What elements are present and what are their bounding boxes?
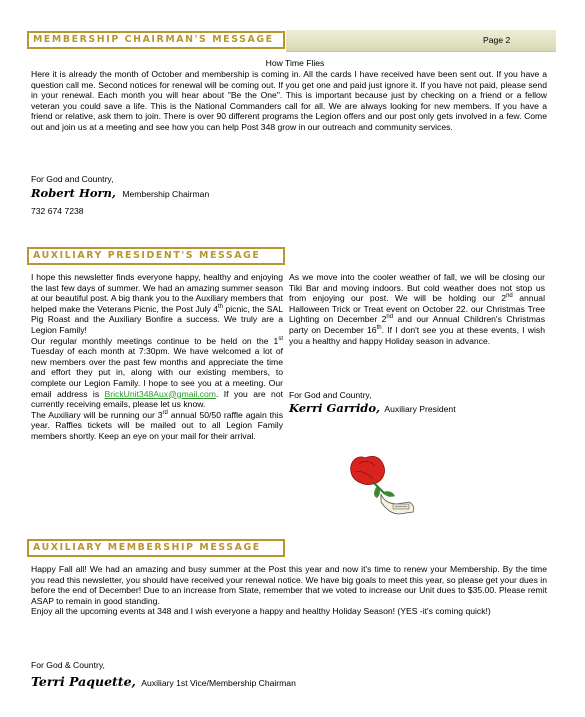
p1-sup: th (218, 303, 224, 310)
auxiliary-membership-role: Auxiliary 1st Vice/Membership Chairman (141, 678, 296, 688)
auxiliary-president-p3 (31, 410, 283, 442)
auxiliary-president-closing: For God and Country, (289, 390, 372, 400)
auxiliary-president-p2 (31, 336, 283, 410)
p2-text-c: . If you are not currently receiving emails, please let us know. (31, 388, 283, 410)
membership-chairman-heading (27, 31, 285, 49)
col2-sup3: th (376, 325, 382, 332)
col2-text-b: annual Halloween Trick or Treat event on October 22. our Christmas Tree Lighting on December 2 (289, 293, 545, 325)
membership-chairman-body: Here it is already the month of October and membership is coming in. All the cards I have received have been sent out. If you have a question call me. Second notices for renewal will be coming out. If you get one and paid just ignore it. If you have not paid, please send in your renewal. Each month you will hear about "Be the One". This is important because just by checking on a friend or a fellow veteran you could save a life. This is the National Commanders call for all. We are always looking for new members. If you have a friend or relative, ask them to join. There is over 90 different programs the Legion offers and our post only gets involved in a few. Come out and join us at a meeting and see how you can help Post 348 grow in our outreach and community services. (31, 69, 547, 132)
membership-chairman-heading-text: MEMBERSHIP CHAIRMAN'S MESSAGE (33, 34, 274, 45)
col2-text-c: and our Annual Children's Christmas party on December 16 (289, 314, 545, 335)
page-number: Page 2 (483, 35, 511, 45)
auxiliary-president-col2-p (289, 272, 545, 346)
membership-chairman-closing: For God and Country, (31, 174, 114, 184)
auxiliary-membership-heading (27, 539, 285, 557)
col2-sup2: nd (386, 314, 394, 321)
membership-chairman-phone: 732 674 7238 (31, 206, 84, 216)
membership-chairman-signature-line (31, 188, 209, 200)
membership-chairman-signature: Robert Horn, (31, 186, 116, 200)
auxiliary-president-col1 (31, 272, 283, 442)
col2-sup1: nd (506, 293, 513, 300)
auxiliary-president-heading (27, 247, 285, 265)
p3-text: The Auxiliary will be running our 3 (31, 409, 163, 420)
auxiliary-president-role: Auxiliary President (384, 404, 456, 414)
p3-text-b: annual 50/50 raffle again this year. Raffles tickets will be mailed out to all Legion Family members shortly. Keep an eye on your mail for their arrival. (31, 409, 283, 441)
auxiliary-president-col2 (289, 272, 545, 346)
page-number-bar (286, 30, 556, 52)
membership-chairman-title: How Time Flies (265, 58, 325, 68)
p2-text-b: Tuesday of each month at 7:30pm. We have welcomed a lot of new members over the past few months and appreciate the time and effort they put in, along with our existing members, to complete our Legion Family. I hope to see you at a meeting. Our email address is (31, 346, 283, 399)
auxiliary-membership-p1: Happy Fall all! We had an amazing and busy summer at the Post this year and now it's time to renew your Membership. By the time you read this newsletter, you should have received your renewal notice. We have big goals to meet this year, so please get your dues in before the end of December! Due to an increase from State, remember that we voted to increase our Unit dues to $35.00. Please remit ASAP to remain in good standing. (31, 564, 547, 606)
auxiliary-president-signature-line (289, 403, 456, 415)
auxiliary-membership-closing: For God & Country, (31, 660, 105, 670)
poppy-icon (343, 452, 423, 522)
auxiliary-email-link[interactable]: BrickUnit348Aux@gmail.com (104, 388, 216, 399)
auxiliary-membership-heading-text: AUXILIARY MEMBERSHIP MESSAGE (33, 542, 261, 553)
p3-sup: rd (162, 409, 168, 416)
col2-text-d: . If I don't see you at these events, I wish you a healthy and happy Holiday season in advance. (289, 324, 545, 346)
auxiliary-membership-body (31, 564, 547, 617)
p2-sup: st (278, 335, 283, 342)
auxiliary-membership-p2: Enjoy all the upcoming events at 348 and I wish everyone a happy and healthy Holiday Season! (YES -it's coming quick!) (31, 606, 491, 617)
auxiliary-membership-signature-line (31, 674, 296, 689)
auxiliary-president-p1 (31, 272, 283, 336)
col2-text-a: As we move into the cooler weather of fall, we will be closing our Tiki Bar and moving indoors. But cold weather does not stop us from enjoying our post. We will be holding our 2 (289, 272, 545, 304)
p1-text: I hope this newsletter finds everyone happy, healthy and enjoying the last few days of summer. We had an amazing summer season at our beautiful post. A big thank you to the Auxiliary members that helped make the Veterans Picnic, the Post July 4 (31, 272, 283, 314)
auxiliary-membership-signature: Terri Paquette, (31, 674, 136, 689)
membership-chairman-role: Membership Chairman (122, 189, 210, 199)
p1-text-b: picnic, the SAL Pig Roast and the Auxiliary Bonfire a success. We truly are a Legion Family! (31, 303, 283, 335)
auxiliary-president-heading-text: AUXILIARY PRESIDENT'S MESSAGE (33, 250, 261, 261)
auxiliary-president-signature: Kerri Garrido, (289, 401, 381, 415)
p2-text: Our regular monthly meetings continue to be held on the 1 (31, 335, 279, 346)
